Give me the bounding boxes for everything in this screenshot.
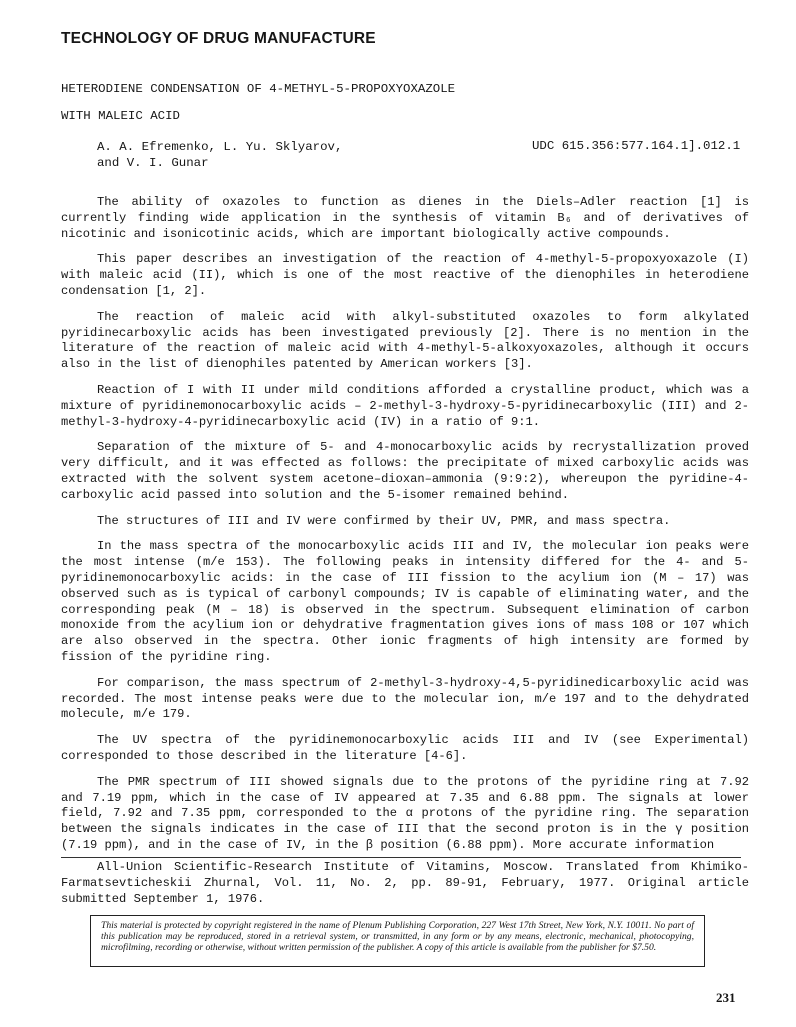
paragraph: This paper describes an investigation of the reaction of 4-methyl-5-propoxyoxazole (I) with maleic acid (II), which is one of the most reactive of the dienophiles in heterodiene condensation [1, 2]. xyxy=(61,252,749,298)
paragraph: The UV spectra of the pyridinemonocarboxylic acids III and IV (see Experimental) corresponded to those described in the literature [4-6]. xyxy=(61,733,749,763)
paragraph: The structures of III and IV were confirmed by their UV, PMR, and mass spectra. xyxy=(97,513,671,528)
footnote-divider xyxy=(61,857,741,858)
paragraph: The reaction of maleic acid with alkyl-substituted oxazoles to form alkylated pyridinecarboxylic acids has been investigated previously [2]. There is no mention in the literature of the reaction of maleic acid with 4-methyl-5-alkoxyoxazoles, although it occurs also in the list of dienophiles patented by American workers [3]. xyxy=(61,309,749,372)
udc-code: UDC 615.356:577.164.1].012.1 xyxy=(532,139,741,153)
affiliation-footnote xyxy=(61,859,749,907)
paragraph: Separation of the mixture of 5- and 4-monocarboxylic acids by recrystallization proved very difficult, and it was effected as follows: the precipitate of mixed carboxylic acids was extracted with the solvent system acetone–dioxan–ammonia (9:9:2), whereupon the pyridine-4-carboxylic acid passed into solution and the 5-isomer remained behind. xyxy=(61,440,749,502)
authors-line-2: and V. I. Gunar xyxy=(97,156,209,170)
affiliation-text: All-Union Scientific-Research Institute of Vitamins, Moscow. Translated from Khimiko-Farmatsevticheskii Zhurnal, Vol. 11, No. 2, pp. 89-91, February, 1977. Original article submitted September 1, 1976. xyxy=(61,860,749,906)
paragraph: Reaction of I with II under mild conditions afforded a crystalline product, which was a mixture of pyridinemonocarboxylic acids – 2-methyl-3-hydroxy-5-pyridinecarboxylic (III) and 2-methyl-3-hydroxy-4-pyridinecarboxylic acid (IV) in a ratio of 9:1. xyxy=(61,382,749,429)
page-number: 231 xyxy=(716,990,736,1005)
article-body xyxy=(61,195,749,864)
copyright-notice: This material is protected by copyright registered in the name of Plenum Publishing Corporation, 227 West 17th Street, New York, N.Y. 10011. No part of this publication may be reproduced, stored in a retrieval system, or transmitted, in any form or by any means, electronic, mechanical, photocopying, microfilming, recording or otherwise, without written permission of the publisher. A copy of this article is available from the publisher for $7.50. xyxy=(90,915,705,967)
section-heading: TECHNOLOGY OF DRUG MANUFACTURE xyxy=(61,30,376,47)
paragraph: The ability of oxazoles to function as dienes in the Diels–Adler reaction [1] is currently finding wide application in the synthesis of vitamin B₆ and of derivatives of nicotinic and isonicotinic acids, which are important biologically active compounds. xyxy=(61,195,749,241)
article-title-line-2: WITH MALEIC ACID xyxy=(61,109,180,123)
paragraph: The PMR spectrum of III showed signals due to the protons of the pyridine ring at 7.92 and 7.19 ppm, which in the case of IV appeared at 7.35 and 6.88 ppm. The signals at lower field, 7.92 and 7.35 ppm, corresponded to the α protons of the pyridine ring. The separation between the signals indicates in the case of III that the second proton is in the γ position (7.19 ppm), and in the case of IV, in the β position (6.88 ppm). More accurate information xyxy=(61,774,749,852)
paragraph: For comparison, the mass spectrum of 2-methyl-3-hydroxy-4,5-pyridinedicarboxylic acid was recorded. The most intense peaks were due to the molecular ion, m/e 197 and to the dehydrated molecule, m/e 179. xyxy=(61,675,749,722)
authors xyxy=(97,139,342,171)
authors-line-1: A. A. Efremenko, L. Yu. Sklyarov, xyxy=(97,140,343,154)
paragraph: In the mass spectra of the monocarboxylic acids III and IV, the molecular ion peaks were the most intense (m/e 153). The following peaks in intensity differed for the 4- and 5-pyridinemonocarboxylic acids: in the case of III fission to the acylium ion (M – 17) was observed such as is typical of carbonyl compounds; IV is capable of eliminating water, and the corresponding peak (M – 18) is observed in the spectrum. Subsequent elimination of carbon monoxide from the acylium ion or dehydrative fragmentation gives ions of mass 108 or 107 which are also observed in the spectra. Other ionic fragments of high intensity are formed by fission of the pyridine ring. xyxy=(61,539,749,664)
article-title-line-1: HETERODIENE CONDENSATION OF 4-METHYL-5-PROPOXYOXAZOLE xyxy=(61,82,456,96)
